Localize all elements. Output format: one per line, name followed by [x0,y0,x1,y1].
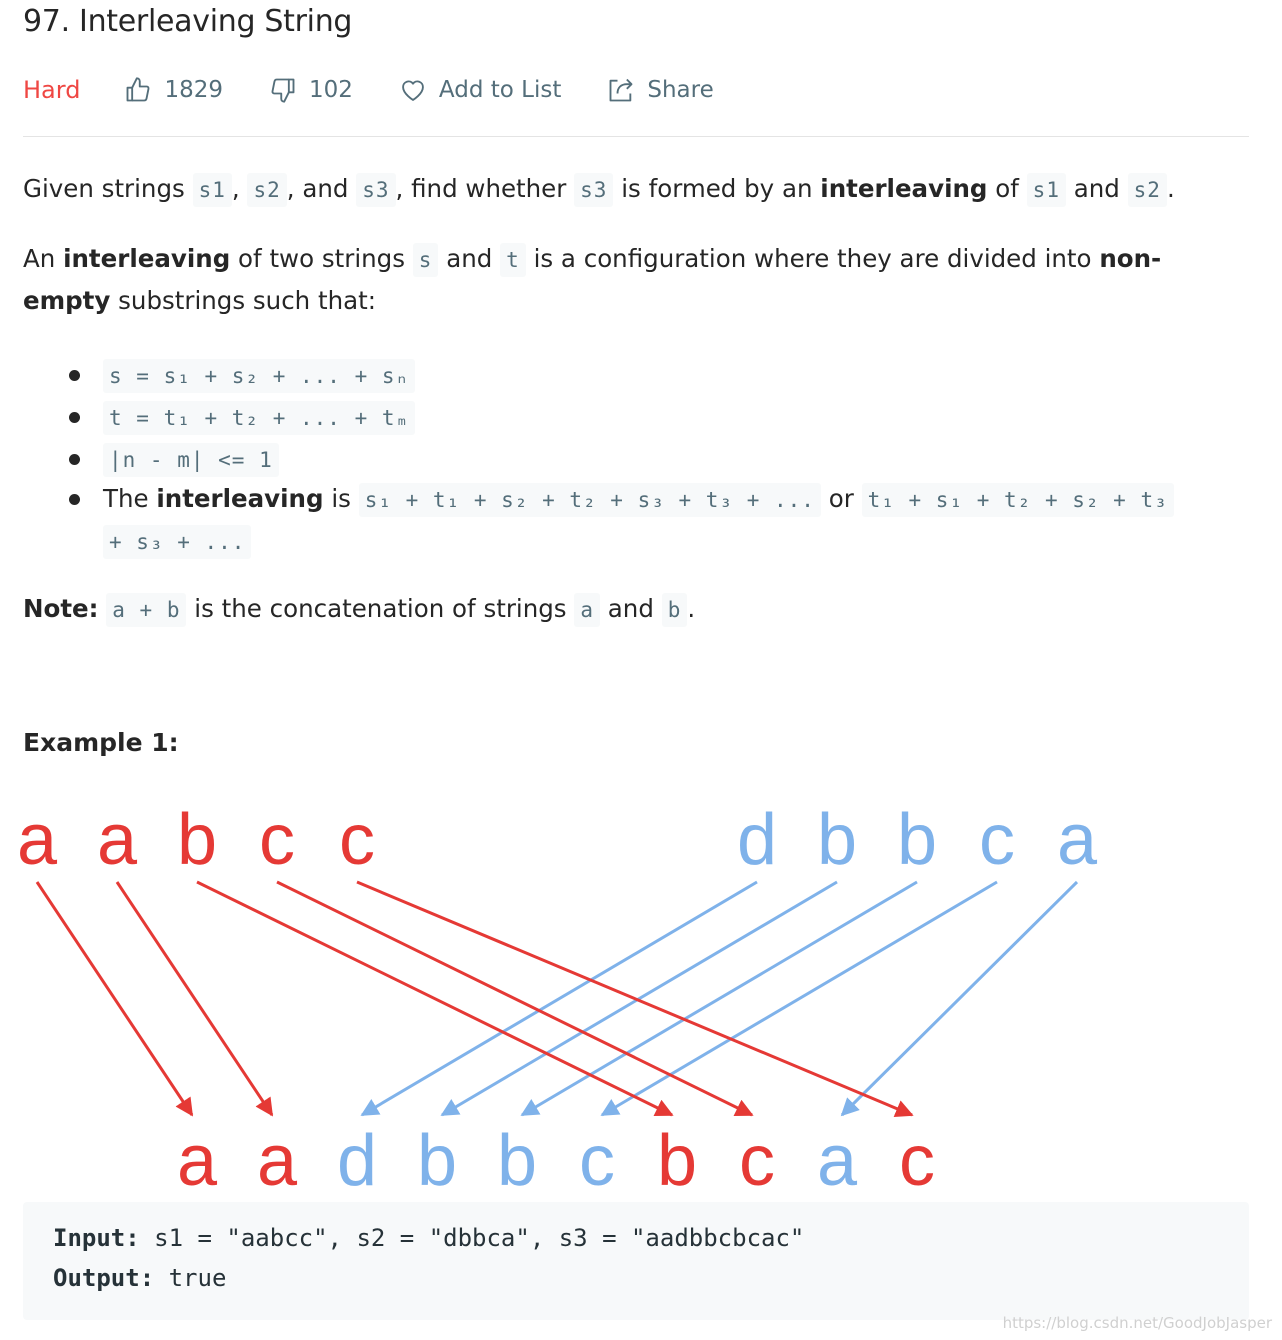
text: . [687,594,696,623]
mapping-arrow [602,882,997,1115]
definition-line-1 [23,238,1161,281]
text: of two strings [238,244,405,273]
thumbs-up-icon [124,76,152,104]
mapping-arrow [522,882,917,1115]
add-to-list-button[interactable] [399,76,561,104]
s3-char: b [496,1121,538,1200]
code-formula: + s₃ + ... [103,525,251,559]
text: and [1073,174,1120,203]
text: . [1166,174,1175,203]
note-label: Note: [23,594,99,623]
code-formula: t = t₁ + t₂ + ... + tₘ [103,401,415,435]
code-a: a [574,593,600,627]
text: and [446,244,493,273]
share-icon [607,76,635,104]
code-s1: s1 [1027,173,1066,207]
bold-term: interleaving [156,484,324,513]
s3-char: b [656,1121,698,1200]
text: , [231,174,240,203]
text: of [995,174,1019,203]
note-paragraph [23,588,695,631]
s2-char: c [979,800,1015,880]
mapping-arrow [37,882,192,1115]
output-line [53,1264,226,1292]
s2-char: b [896,800,938,880]
divider [23,136,1249,137]
watermark: https://blog.csdn.net/GoodJobJasper [1002,1314,1272,1332]
like-button[interactable] [124,76,223,104]
text: The [103,484,149,513]
add-to-list-label: Add to List [438,77,562,103]
code-b: b [662,593,688,627]
text: Given strings [23,174,185,203]
code-s: s [413,243,439,277]
dislike-button[interactable] [269,76,353,104]
code-formula: s₁ + t₁ + s₂ + t₂ + s₃ + t₃ + ... [359,483,821,517]
code-s2: s2 [1128,173,1167,207]
s1-char: c [339,800,375,880]
text: substrings such that: [118,286,376,315]
bullet-dot [69,412,80,423]
problem-meta-bar [23,72,760,108]
bullet-dot [69,454,80,465]
like-count: 1829 [164,77,223,103]
output-label: Output: [53,1264,155,1292]
text: An [23,244,56,273]
mapping-arrow [362,882,757,1115]
code-formula: |n - m| <= 1 [103,443,279,477]
code-formula: t₁ + s₁ + t₂ + s₂ + t₃ [862,483,1174,517]
s1-char: a [16,800,58,880]
s3-char: a [176,1121,218,1200]
mapping-arrow [357,882,912,1115]
code-formula: s = s₁ + s₂ + ... + sₙ [103,359,415,393]
text: is [331,484,351,513]
s3-char: a [256,1121,298,1200]
dislike-count: 102 [308,77,353,103]
s2-char: b [816,800,858,880]
s3-char: d [336,1121,378,1200]
code-t: t [500,243,526,277]
share-label: Share [647,77,714,103]
s1-char: a [96,800,138,880]
difficulty-badge: Hard [23,76,81,104]
code-s2: s2 [247,173,286,207]
text: , and [286,174,349,203]
code-a-plus-b: a + b [106,593,186,627]
interleaving-diagram [0,790,1259,1200]
example-code-block [23,1202,1249,1320]
s1-char: c [259,800,295,880]
mapping-arrow [197,882,672,1115]
example-heading: Example 1: [23,728,179,757]
thumbs-down-icon [269,76,297,104]
definition-line-2 [23,280,376,322]
intro-paragraph [23,168,1175,211]
bullet-dot [69,494,80,505]
input-value: s1 = "aabcc", s2 = "dbbca", s3 = "aadbbcbcac" [139,1224,805,1252]
mapping-arrow [442,882,837,1115]
text: is a configuration where they are divided into [533,244,1092,273]
output-value: true [154,1264,227,1292]
text: is the concatenation of strings [194,594,567,623]
text: is formed by an [621,174,813,203]
bold-term: interleaving [63,244,231,273]
share-button[interactable] [607,76,713,104]
s2-char: a [1056,800,1098,880]
code-s1: s1 [193,173,232,207]
mapping-arrow [842,882,1077,1115]
s3-char: b [416,1121,458,1200]
s3-char: c [579,1121,615,1200]
s1-char: b [176,800,218,880]
s2-char: d [736,800,778,880]
input-line [53,1224,804,1252]
bold-term: empty [23,286,111,315]
bullet-dot [69,370,80,381]
mapping-arrow [117,882,272,1115]
problem-title: 97. Interleaving String [23,4,353,39]
text: and [607,594,654,623]
s3-char: a [816,1121,858,1200]
input-label: Input: [53,1224,140,1252]
heart-icon [399,76,427,104]
s3-char: c [899,1121,935,1200]
text: or [828,484,854,513]
bold-term: interleaving [820,174,988,203]
code-s3: s3 [356,173,395,207]
mapping-arrow [277,882,752,1115]
code-s3: s3 [574,173,613,207]
s3-char: c [739,1121,775,1200]
text: , find whether [395,174,567,203]
bold-term: non- [1099,244,1162,273]
